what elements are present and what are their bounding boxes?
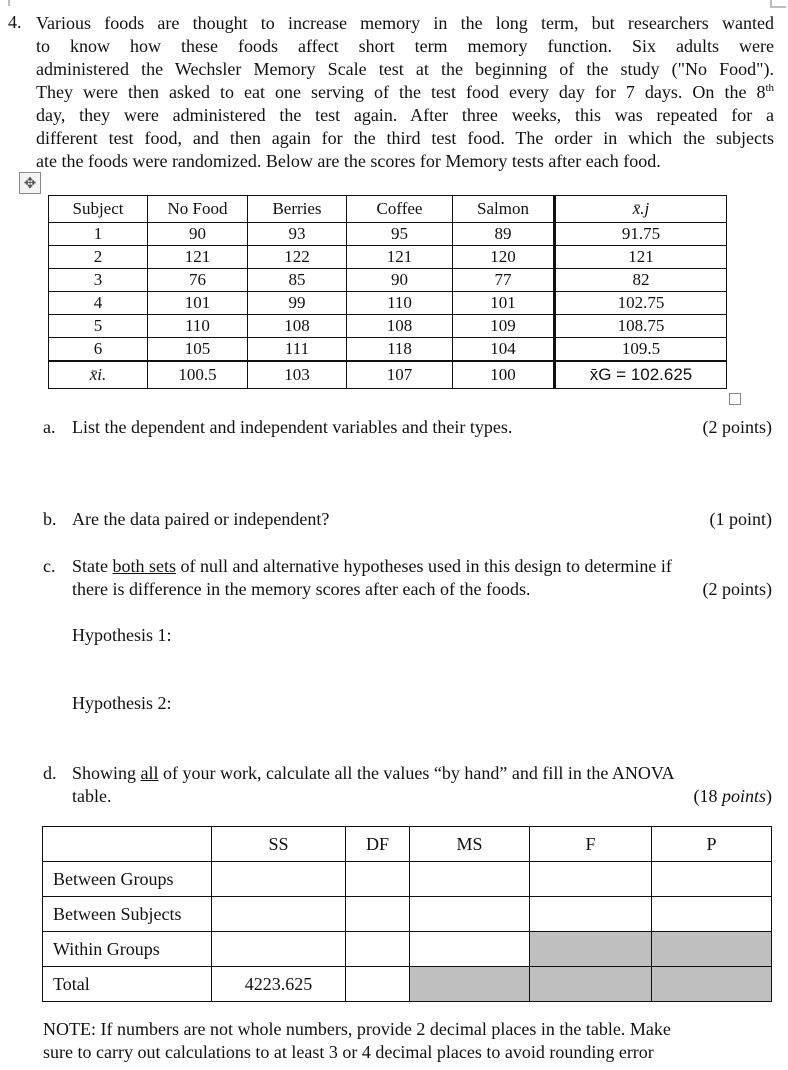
cell: 90	[347, 269, 453, 292]
cell: 104	[453, 338, 555, 362]
part-d-text-post: of your work, calculate all the values “by hand” and fill in the ANOVA	[158, 763, 675, 783]
note-line-2: sure to carry out calculations to at least 3 or 4 decimal places to avoid rounding error	[43, 1042, 654, 1062]
table-row	[49, 269, 727, 292]
anova-row-between-groups	[43, 862, 772, 897]
cell: 110	[347, 292, 453, 315]
anova-cell-shaded	[530, 967, 652, 1002]
cell: 108	[248, 315, 347, 338]
question-text	[36, 12, 774, 173]
cell: 99	[248, 292, 347, 315]
part-d-underline: all	[140, 763, 159, 783]
anova-cell-f[interactable]	[530, 862, 652, 897]
anova-cell-ss[interactable]	[212, 897, 346, 932]
part-d-label: d.	[43, 763, 57, 783]
hypothesis-1-label: Hypothesis 1:	[72, 625, 172, 645]
anova-row-label: Total	[43, 967, 212, 1002]
grand-mean: x̄G = 102.625	[555, 361, 727, 389]
anova-row-label: Within Groups	[43, 932, 212, 967]
part-a-text: List the dependent and independent variables and their types.	[72, 417, 513, 437]
question-line-1: Various foods are thought to increase memory in the long term, but researchers wanted	[36, 13, 774, 33]
cell: 76	[148, 269, 248, 292]
anova-header-df: DF	[346, 827, 410, 862]
anova-cell-ms[interactable]	[410, 932, 530, 967]
table-summary-row	[49, 361, 727, 389]
anova-cell-ms[interactable]	[410, 862, 530, 897]
table-row	[49, 292, 727, 315]
cell: 89	[453, 223, 555, 246]
cell: 90	[148, 223, 248, 246]
anova-cell-shaded	[530, 932, 652, 967]
cell: 105	[148, 338, 248, 362]
part-d-points	[693, 786, 772, 807]
cell: 101	[453, 292, 555, 315]
anova-header-f: F	[530, 827, 652, 862]
header-coffee: Coffee	[347, 196, 453, 223]
anova-header-ms: MS	[410, 827, 530, 862]
anova-header-row	[43, 827, 772, 862]
cell: 93	[248, 223, 347, 246]
cell: 1	[49, 223, 148, 246]
part-c-points: (2 points)	[702, 579, 772, 599]
question-line-3: administered the Wechsler Memory Scale test at the beginning of the study ("No Food").	[36, 59, 774, 79]
cell-mean: 102.75	[555, 292, 727, 315]
part-c-label: c.	[43, 556, 56, 576]
cell: 122	[248, 246, 347, 269]
anova-header-ss: SS	[212, 827, 346, 862]
anova-cell-p[interactable]	[652, 897, 772, 932]
anova-cell-df[interactable]	[346, 862, 410, 897]
part-a-points: (2 points)	[702, 417, 772, 437]
cell: 121	[148, 246, 248, 269]
part-d-line2: table.	[72, 786, 112, 806]
anova-cell-df[interactable]	[346, 967, 410, 1002]
summary-cell: 107	[347, 361, 453, 389]
part-d-text	[72, 763, 675, 784]
anova-cell-ss[interactable]	[212, 932, 346, 967]
corner-mark-left	[0, 0, 10, 6]
anova-header-blank	[43, 827, 212, 862]
cell: 109	[453, 315, 555, 338]
summary-cell: 100	[453, 361, 555, 389]
cell: 121	[347, 246, 453, 269]
anova-cell-p[interactable]	[652, 862, 772, 897]
part-d-text-pre: Showing	[72, 763, 141, 783]
header-subject: Subject	[49, 196, 148, 223]
part-c-text-pre: State	[72, 556, 113, 576]
cell: 111	[248, 338, 347, 362]
cell-mean: 109.5	[555, 338, 727, 362]
anova-row-label: Between Subjects	[43, 897, 212, 932]
table-header-row	[49, 196, 727, 223]
cell: 101	[148, 292, 248, 315]
table-resize-handle[interactable]	[729, 393, 741, 405]
part-d-points-open: (18	[693, 786, 722, 806]
anova-row-within-groups	[43, 932, 772, 967]
cell: 6	[49, 338, 148, 362]
cell: 3	[49, 269, 148, 292]
table-row	[49, 315, 727, 338]
anova-cell-shaded	[652, 932, 772, 967]
cell: 110	[148, 315, 248, 338]
hypothesis-2-label: Hypothesis 2:	[72, 693, 172, 713]
anova-cell-shaded	[652, 967, 772, 1002]
anova-cell-ss[interactable]	[212, 862, 346, 897]
table-move-handle-icon[interactable]: ✥	[19, 172, 41, 194]
header-berries: Berries	[248, 196, 347, 223]
cell: 4	[49, 292, 148, 315]
summary-label: x̄i.	[49, 361, 148, 389]
question-number: 4.	[8, 12, 22, 32]
header-no-food: No Food	[148, 196, 248, 223]
anova-header-p: P	[652, 827, 772, 862]
note-line-1: NOTE: If numbers are not whole numbers, provide 2 decimal places in the table. Make	[43, 1019, 671, 1039]
anova-row-between-subjects	[43, 897, 772, 932]
cell-mean: 121	[555, 246, 727, 269]
corner-mark-right	[770, 0, 786, 8]
table-row	[49, 246, 727, 269]
part-b-label: b.	[43, 509, 57, 529]
superscript-th: th	[765, 82, 774, 94]
part-a-label: a.	[43, 417, 56, 437]
question-line-4-text: They were then asked to eat one serving of the test food every day for 7 days. On the 8	[36, 82, 766, 102]
question-line-7: ate the foods were randomized. Below are the scores for Memory tests after each food.	[36, 151, 661, 171]
question-line-2: to know how these foods affect short term memory function. Six adults were	[36, 36, 774, 56]
anova-cell-shaded	[410, 967, 530, 1002]
anova-table	[42, 826, 772, 1002]
cell: 77	[453, 269, 555, 292]
cell: 85	[248, 269, 347, 292]
cell: 2	[49, 246, 148, 269]
table-row	[49, 338, 727, 362]
part-c-line2: there is difference in the memory scores after each of the foods.	[72, 579, 531, 599]
question-line-4	[36, 81, 774, 104]
cell: 120	[453, 246, 555, 269]
cell: 95	[347, 223, 453, 246]
part-c-underline: both sets	[112, 556, 177, 576]
cell: 108	[347, 315, 453, 338]
note	[43, 1018, 773, 1064]
question-line-5: day, they were administered the test again. After three weeks, this was repeated for a	[36, 105, 774, 125]
anova-cell-df[interactable]	[346, 932, 410, 967]
summary-cell: 103	[248, 361, 347, 389]
part-b-text: Are the data paired or independent?	[72, 509, 330, 529]
cell: 5	[49, 315, 148, 338]
anova-row-label: Between Groups	[43, 862, 212, 897]
header-subject-mean: x̄.j	[555, 196, 727, 223]
cell-mean: 108.75	[555, 315, 727, 338]
part-d-points-word: points	[721, 786, 766, 806]
anova-cell-ms[interactable]	[410, 897, 530, 932]
part-d-points-close: )	[766, 786, 772, 806]
question-line-6: different test food, and then again for the third test food. The order in which the subjects	[36, 128, 774, 148]
memory-scores-table	[48, 195, 727, 389]
part-c-text	[72, 556, 672, 577]
cell-mean: 82	[555, 269, 727, 292]
anova-cell-f[interactable]	[530, 897, 652, 932]
header-salmon: Salmon	[453, 196, 555, 223]
anova-row-total	[43, 967, 772, 1002]
cell: 118	[347, 338, 453, 362]
part-b-points: (1 point)	[709, 509, 772, 529]
anova-cell-df[interactable]	[346, 897, 410, 932]
table-row	[49, 223, 727, 246]
cell-mean: 91.75	[555, 223, 727, 246]
anova-total-ss: 4223.625	[212, 967, 346, 1002]
summary-cell: 100.5	[148, 361, 248, 389]
part-c-text-post: of null and alternative hypotheses used in this design to determine if	[176, 556, 672, 576]
